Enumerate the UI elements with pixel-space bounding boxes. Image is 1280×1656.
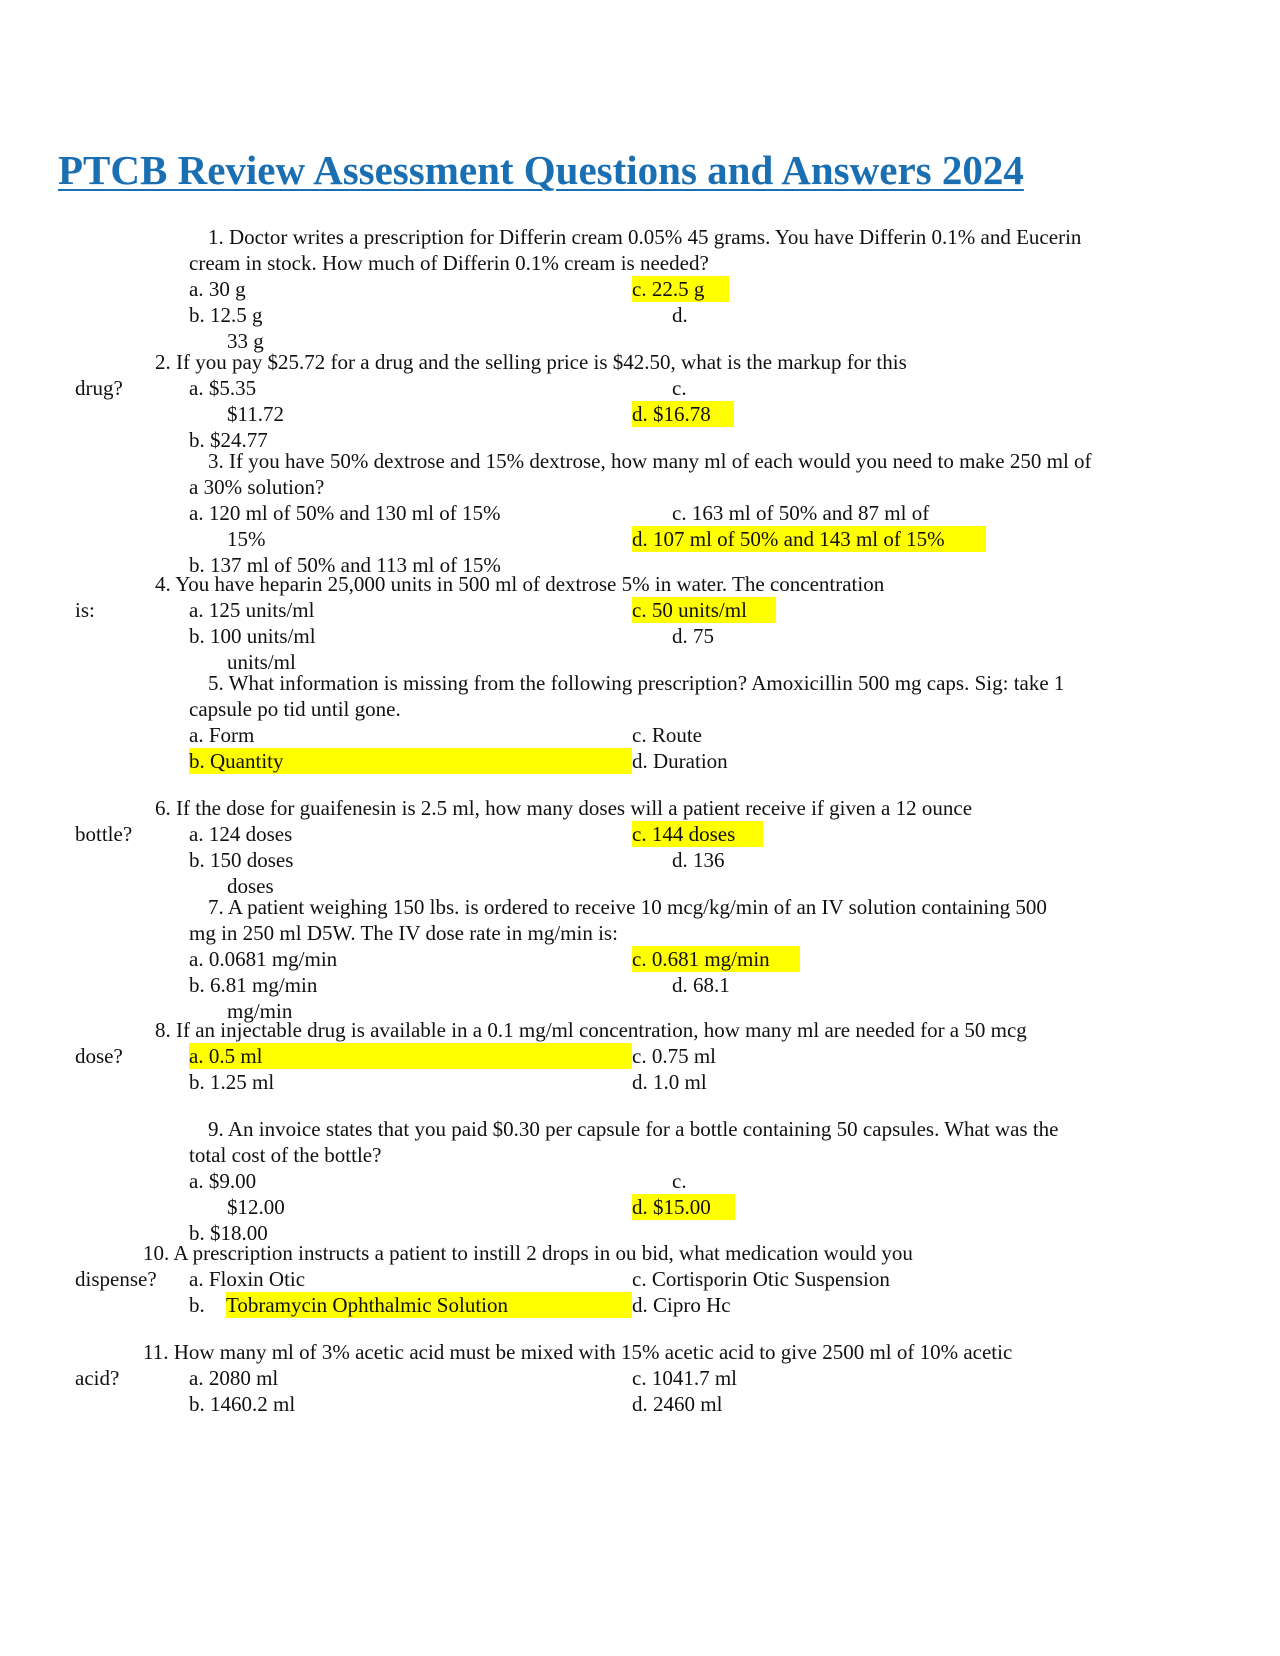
- text-line: d. 1.0 ml: [632, 1070, 707, 1094]
- highlighted-answer: d. 107 ml of 50% and 143 ml of 15%: [632, 526, 986, 552]
- text-line: 15%: [227, 527, 266, 551]
- highlighted-answer: Tobramycin Ophthalmic Solution: [226, 1292, 632, 1318]
- text-line: b. 1460.2 ml: [189, 1392, 296, 1416]
- text-line: mg in 250 ml D5W. The IV dose rate in mg/min is:: [189, 921, 618, 945]
- highlighted-answer: d. $16.78: [632, 401, 734, 427]
- text-line: c. Cortisporin Otic Suspension: [632, 1267, 890, 1291]
- text-line: a. Form: [189, 723, 255, 747]
- text-line: 10. A prescription instructs a patient to instill 2 drops in ou bid, what medication would you: [143, 1241, 913, 1265]
- text-line: $12.00: [227, 1195, 285, 1219]
- text-line: d. 68.1: [672, 973, 730, 997]
- text-line: a. 0.0681 mg/min: [189, 947, 338, 971]
- text-line: d. 136: [672, 848, 725, 872]
- text-line: a. $5.35: [189, 376, 257, 400]
- text-line: doses: [227, 874, 274, 898]
- text-line: c. 1041.7 ml: [632, 1366, 737, 1390]
- text-line: 5. What information is missing from the following prescription? Amoxicillin 500 mg caps. Sig: take 1: [208, 671, 1065, 695]
- highlighted-answer: c. 144 doses: [632, 821, 763, 847]
- text-line: cream in stock. How much of Differin 0.1% cream is needed?: [189, 251, 709, 275]
- highlighted-answer: b. Quantity: [189, 748, 632, 774]
- text-line: c. 163 ml of 50% and 87 ml of: [672, 501, 930, 525]
- text-line: b. $18.00: [189, 1221, 268, 1245]
- text-line: 9. An invoice states that you paid $0.30 per capsule for a bottle containing 50 capsules. What was the: [208, 1117, 1059, 1141]
- text-line: dose?: [75, 1044, 123, 1068]
- highlighted-answer: d. $15.00: [632, 1194, 735, 1220]
- text-line: mg/min: [227, 999, 293, 1023]
- text-line: c.: [672, 376, 687, 400]
- text-line: acid?: [75, 1366, 120, 1390]
- text-line: d.: [672, 303, 688, 327]
- text-line: c. Route: [632, 723, 702, 747]
- text-line: a. 124 doses: [189, 822, 293, 846]
- text-line: 4. You have heparin 25,000 units in 500 ml of dextrose 5% in water. The concentration: [155, 572, 885, 596]
- text-line: 2. If you pay $25.72 for a drug and the selling price is $42.50, what is the markup for this: [155, 350, 907, 374]
- text-line: units/ml: [227, 650, 296, 674]
- text-line: d. 2460 ml: [632, 1392, 723, 1416]
- text-line: b. 12.5 g: [189, 303, 263, 327]
- text-line: b.: [189, 1293, 205, 1317]
- text-line: b. $24.77: [189, 428, 268, 452]
- text-line: bottle?: [75, 822, 133, 846]
- document-title: PTCB Review Assessment Questions and Answers 2024: [58, 147, 1024, 193]
- text-line: a. 125 units/ml: [189, 598, 315, 622]
- highlighted-answer: c. 0.681 mg/min: [632, 946, 800, 972]
- text-line: drug?: [75, 376, 123, 400]
- text-line: c.: [672, 1169, 687, 1193]
- text-line: c. 0.75 ml: [632, 1044, 716, 1068]
- text-line: total cost of the bottle?: [189, 1143, 382, 1167]
- text-line: dispense?: [75, 1267, 157, 1291]
- text-line: 8. If an injectable drug is available in a 0.1 mg/ml concentration, how many ml are needed for a 50 mcg: [155, 1018, 1027, 1042]
- text-line: b. 1.25 ml: [189, 1070, 275, 1094]
- text-line: 6. If the dose for guaifenesin is 2.5 ml, how many doses will a patient receive if given a 12 ounce: [155, 796, 973, 820]
- text-line: a. 30 g: [189, 277, 246, 301]
- text-line: capsule po tid until gone.: [189, 697, 401, 721]
- text-line: is:: [75, 598, 95, 622]
- text-line: d. Duration: [632, 749, 728, 773]
- text-line: b. 150 doses: [189, 848, 294, 872]
- text-line: d. Cipro Hc: [632, 1293, 731, 1317]
- text-line: a. 2080 ml: [189, 1366, 279, 1390]
- highlighted-answer: a. 0.5 ml: [189, 1043, 632, 1069]
- text-line: 7. A patient weighing 150 lbs. is ordered to receive 10 mcg/kg/min of an IV solution containing 500: [208, 895, 1047, 919]
- text-line: a. 120 ml of 50% and 130 ml of 15%: [189, 501, 501, 525]
- highlighted-answer: c. 22.5 g: [632, 276, 729, 302]
- text-line: a. $9.00: [189, 1169, 257, 1193]
- text-line: 33 g: [227, 329, 264, 353]
- text-line: b. 6.81 mg/min: [189, 973, 318, 997]
- text-line: 3. If you have 50% dextrose and 15% dextrose, how many ml of each would you need to make 250 ml of: [208, 449, 1092, 473]
- text-line: 1. Doctor writes a prescription for Differin cream 0.05% 45 grams. You have Differin 0.1% and Eucerin: [208, 225, 1082, 249]
- text-line: 11. How many ml of 3% acetic acid must be mixed with 15% acetic acid to give 2500 ml of 10% acetic: [143, 1340, 1013, 1364]
- text-line: d. 75: [672, 624, 714, 648]
- highlighted-answer: c. 50 units/ml: [632, 597, 776, 623]
- text-line: b. 100 units/ml: [189, 624, 316, 648]
- text-line: $11.72: [227, 402, 284, 426]
- text-line: b. 137 ml of 50% and 113 ml of 15%: [189, 553, 501, 577]
- text-line: a. Floxin Otic: [189, 1267, 306, 1291]
- text-line: a 30% solution?: [189, 475, 325, 499]
